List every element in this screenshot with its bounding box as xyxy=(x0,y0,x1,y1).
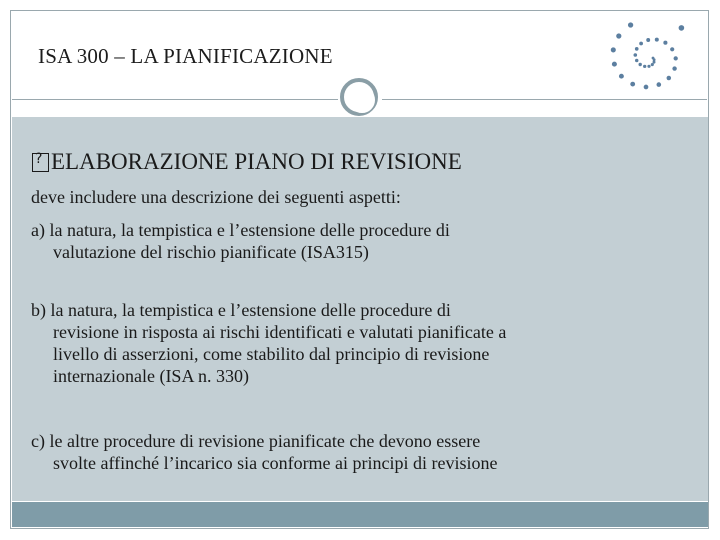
section-heading-text: ELABORAZIONE PIANO DI REVISIONE xyxy=(51,149,462,174)
divider-circle xyxy=(340,78,378,116)
spiral-dots-icon xyxy=(608,22,688,92)
item-c-line: c) le altre procedure di revisione pianificate che devono essere xyxy=(31,431,481,451)
divider-left xyxy=(12,99,338,100)
item-b-line: internazionale (ISA n. 330) xyxy=(53,366,249,386)
intro-text: deve includere una descrizione dei seguenti aspetti: xyxy=(31,187,401,207)
bottom-bar xyxy=(12,502,708,527)
missing-glyph-bullet-icon xyxy=(32,153,49,172)
item-b-line: revisione in risposta ai rischi identificati e valutati pianificate a xyxy=(53,322,507,342)
section-heading xyxy=(32,149,462,175)
item-b xyxy=(31,299,506,387)
divider-right xyxy=(382,99,707,100)
item-a-line: valutazione del rischio pianificate (ISA315) xyxy=(53,242,369,262)
item-b-line: livello di asserzioni, come stabilito dal principio di revisione xyxy=(53,344,490,364)
item-c xyxy=(31,430,498,474)
slide-title: ISA 300 – LA PIANIFICAZIONE xyxy=(38,44,333,68)
item-a-line: a) la natura, la tempistica e l’estensione delle procedure di xyxy=(31,220,450,240)
item-c-line: svolte affinché l’incarico sia conforme ai principi di revisione xyxy=(53,453,498,473)
item-a xyxy=(31,219,450,263)
item-b-line: b) la natura, la tempistica e l’estensione delle procedure di xyxy=(31,300,451,320)
